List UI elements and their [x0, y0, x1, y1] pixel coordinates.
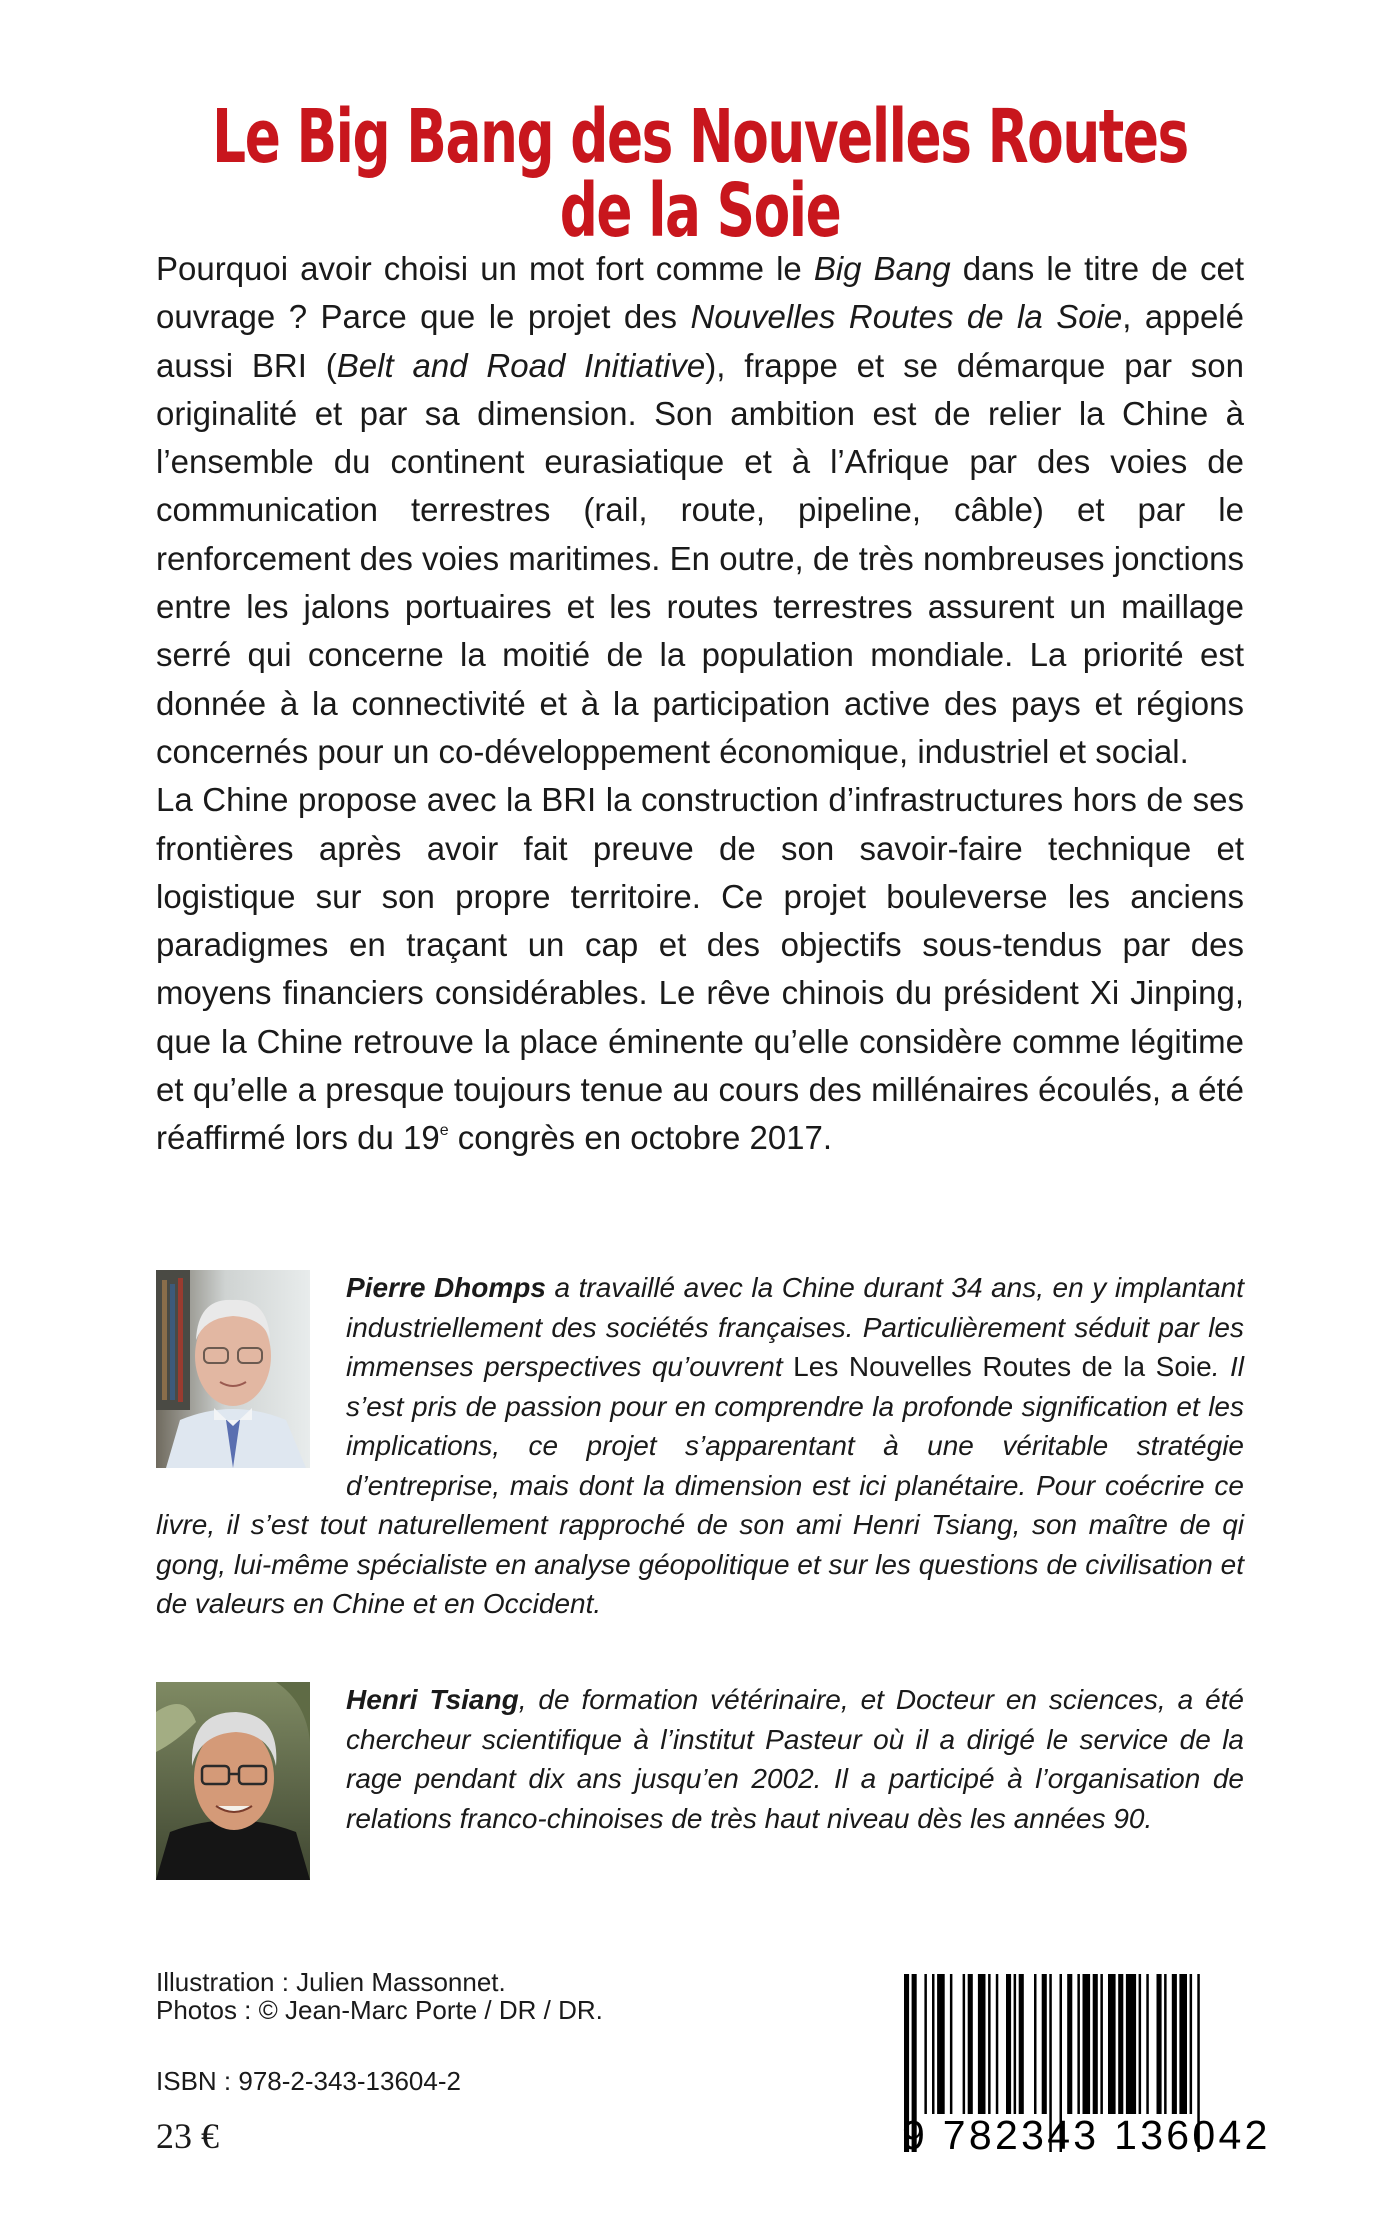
barcode-bar [950, 1974, 953, 2114]
barcode-bar [1014, 1974, 1017, 2114]
barcode-bar [937, 1974, 945, 2114]
barcode-bar [1019, 1974, 1024, 2114]
text-run: Nouvelles Routes de la Soie [690, 298, 1123, 336]
barcode-bar [1093, 1974, 1098, 2114]
barcode-bar [1139, 1974, 1142, 2114]
book-title: Le Big Bang des Nouvelles Routes de la Soie [212, 94, 1188, 254]
barcode-bar [1042, 1974, 1047, 2114]
text-run: . Il s’est pris de passion pour en comprendre la profonde signification et les implications, ce projet s’apparentant à une véritable stratégie d’entreprise, mais dont la dimension est ici planétaire. Pour coécrire ce livre, il s’est tout naturellement rapproché de son ami Henri Tsiang, son maître de qi gong, lui-même spécialiste en analyse géopolitique et sur les questions de civilisation et de valeurs en Chine et en Occident. [156, 1351, 1245, 1619]
price: 23 € [156, 2116, 219, 2156]
illustration-credit: Illustration : Julien Massonnet. [156, 1967, 506, 1997]
barcode-bar [1100, 1974, 1103, 2114]
author-name-henri-tsiang: Henri Tsiang [346, 1684, 519, 1715]
text-run: a travaillé avec la Chine durant 34 ans, en y implantant industriellement des sociétés françaises. Particulièrement séduit par les immenses perspectives qu’ouvrent [346, 1272, 1245, 1382]
text-run: Pourquoi avoir choisi un mot fort comme le [156, 250, 814, 287]
barcode-bar [978, 1974, 986, 2114]
photos-credit: Photos : © Jean-Marc Porte / DR / DR. [156, 1995, 603, 2025]
barcode-bar [996, 1974, 999, 2114]
text-run: e [439, 1122, 449, 1140]
summary-paragraph-1 [156, 245, 1244, 776]
author-bio-pierre-dhomps [156, 1268, 1244, 1624]
author-bio-text [156, 1272, 1244, 1619]
barcode-bar [1164, 1974, 1167, 2114]
barcode-bar [1034, 1974, 1037, 2114]
text-run: dans le titre de cet ouvrage ? Parce que le projet des [156, 250, 1245, 336]
barcode-bar [924, 1974, 927, 2114]
barcode-bar [1157, 1974, 1162, 2114]
text-run: Les Nouvelles Routes de la Soie [793, 1351, 1212, 1382]
barcode-bar [968, 1974, 973, 2114]
barcode-bar [1146, 1974, 1149, 2114]
text-run: , appelé aussi BRI ( [156, 298, 1244, 384]
barcode-bar [1077, 1974, 1080, 2114]
barcode-bar [1006, 1974, 1011, 2114]
author-section-pierre-dhomps [156, 1268, 1244, 1624]
barcode-bar [1126, 1974, 1136, 2114]
author-name-pierre-dhomps: Pierre Dhomps [346, 1272, 546, 1303]
author-photo-pierre-dhomps [156, 1270, 310, 1468]
barcode-bar [1083, 1974, 1091, 2114]
barcode-bar [963, 1974, 966, 2114]
text-run: ), frappe et se démarque par son originalité et par sa dimension. Son ambition est de relier la Chine à l’ensemble du continent eurasiatique et à l’Afrique par des voies de communication terrestres (rail, route, pipeline, câble) et par le renforcement des voies maritimes. En outre, de très nombreuses jonctions entre les jalons portuaires et les routes terrestres assurent un maillage serré qui concerne la moitié de la population mondiale. La priorité est donnée à la connectivité et à la participation active des pays et régions concernés pour un co-développement économique, industriel et social. [156, 346, 1244, 770]
author-photo-henri-tsiang [156, 1682, 310, 1880]
text-run: Big Bang [813, 250, 951, 287]
barcode-bar [1118, 1974, 1123, 2114]
summary-paragraph-2 [156, 776, 1244, 1162]
barcode-bar [1067, 1974, 1072, 2114]
barcode-digits: 9 782343 136042 [902, 2112, 1271, 2158]
barcode-bar [988, 1974, 991, 2114]
text-run: La Chine propose avec la BRI la construction d’infrastructures hors de ses frontières après avoir fait preuve de son savoir-faire technique et logistique sur son propre territoire. Ce projet bouleverse les anciens paradigmes en traçant un cap et des objectifs sous-tendus par des moyens financiers considérables. Le rêve chinois du président Xi Jinping, que la Chine retrouve la place éminente qu’elle considère comme légitime et qu’elle a presque toujours tenue au cours des millénaires écoulés, a été réaffirmé lors du 19 [156, 781, 1244, 1157]
summary-text [156, 245, 1244, 1163]
text-run: , de formation vétérinaire, et Docteur en sciences, a été chercheur scientifique à l’institut Pasteur où il a dirigé le service de la rage pendant dix ans jusqu’en 2002. Il a participé à l’organisation de relations franco-chinoises de très haut niveau dès les années 90. [346, 1684, 1244, 1834]
credits [156, 1968, 603, 2024]
barcode-bar [1190, 1974, 1193, 2114]
author-bio-henri-tsiang [156, 1680, 1244, 1838]
barcode-bar [932, 1974, 935, 2114]
barcode-bar [1172, 1974, 1177, 2114]
isbn-text: ISBN : 978-2-343-13604-2 [156, 2066, 461, 2096]
barcode-bar [1108, 1974, 1116, 2114]
text-run: Belt and Road Initiative [336, 346, 706, 384]
author-section-henri-tsiang [156, 1680, 1244, 1886]
text-run: congrès en octobre 2017. [448, 1119, 833, 1157]
barcode-bar [1179, 1974, 1187, 2114]
